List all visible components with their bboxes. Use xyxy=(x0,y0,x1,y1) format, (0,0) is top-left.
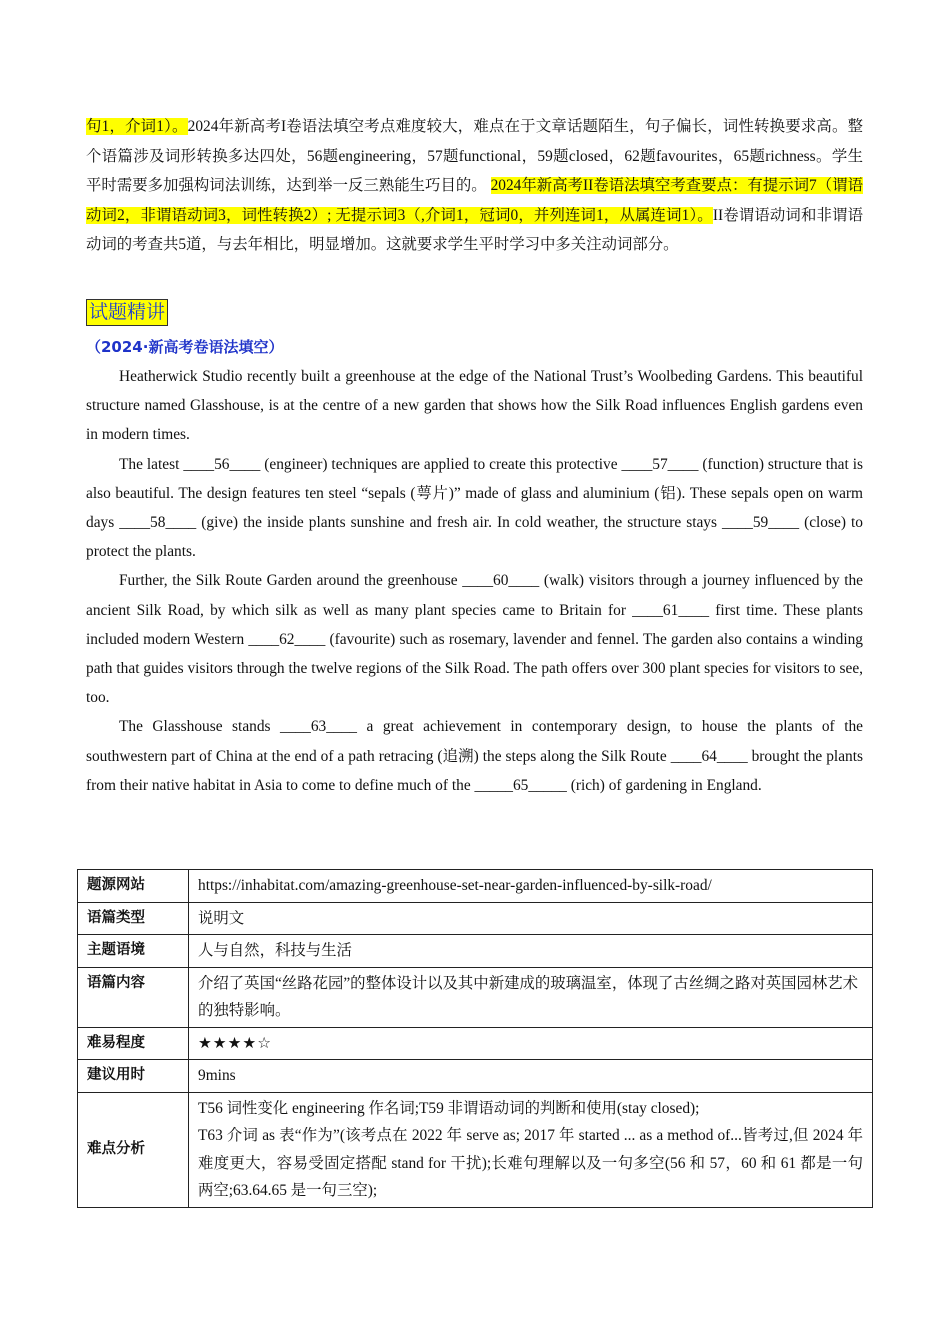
intro-highlight-mid: 2024年新高考II卷语法填空考查要点：有提示词7（谓语动词2，非谓语动词3，词性转换2）; 无提示词3（,介词1，冠词0，并列连词1，从属连词1）。 xyxy=(86,177,863,224)
table-value-theme: 人与自然，科技与生活 xyxy=(189,935,873,968)
table-value-source: https://inhabitat.com/amazing-greenhouse-set-near-garden-influenced-by-silk-road/ xyxy=(189,870,873,903)
table-value-genre: 说明文 xyxy=(189,902,873,935)
table-row xyxy=(78,967,873,1027)
table-key-theme: 主题语境 xyxy=(78,935,189,968)
table-key-content: 语篇内容 xyxy=(78,967,189,1027)
passage-paragraph-4: The Glasshouse stands ____63____ a great achievement in contemporary design, to house the plants of the southwestern part of China at the end of a path retracing (追溯) the steps along the Silk Route ____64____ brought the plants from their native habitat in Asia to come to define much of the _____65_____ (rich) of gardening in England. xyxy=(86,718,863,794)
table-row xyxy=(78,902,873,935)
table-value-analysis xyxy=(189,1092,873,1207)
source-label: （2024·新高考卷语法填空） xyxy=(86,337,284,356)
passage xyxy=(86,362,863,800)
intro-text-2: II卷谓语动词和非谓语动词的考查共5道，与去年相比，明显增加。这就要求学生平时学习中多关注动词部分。 xyxy=(86,206,863,254)
table-key-genre: 语篇类型 xyxy=(78,902,189,935)
table-row xyxy=(78,935,873,968)
table-row xyxy=(78,1027,873,1060)
page-content xyxy=(86,112,863,800)
difficulty-stars: ★★★★☆ xyxy=(189,1027,873,1060)
table-key-analysis: 难点分析 xyxy=(78,1092,189,1207)
passage-paragraph-1: Heatherwick Studio recently built a greenhouse at the edge of the National Trust’s Woolbeding Gardens. This beautiful structure named Glasshouse, is at the centre of a new garden that shows how the Silk Road influences English gardens even in modern times. xyxy=(86,367,863,444)
table-value-time: 9mins xyxy=(189,1060,873,1093)
table-key-time: 建议用时 xyxy=(78,1060,189,1093)
table-row xyxy=(78,870,873,903)
passage-paragraph-2: The latest ____56____ (engineer) techniques are applied to create this protective ____57____ (function) structure that is also beautiful. The design features ten steel “sepals (萼片)” made of glass and aluminium (铝). These sepals open on warm days ____58____ (give) the inside plants sunshine and fresh air. In cold weather, the structure stays ____59____ (close) to protect the plants. xyxy=(86,455,863,561)
analysis-line-2: T63 介词 as 表“作为”(该考点在 2022 年 serve as; 2017 年 started ... as a method of...皆考过,但 2024 年难度更大，容易受固定搭配 stand for 干扰);长难句理解以及一句多空(56 和 57，60 和 61 都是一句两空;63.64.65 是一句三空); xyxy=(198,1127,863,1199)
table-row xyxy=(78,1060,873,1093)
analysis-line-1: T56 词性变化 engineering 作名词;T59 非谓语动词的判断和使用(stay closed); xyxy=(198,1099,700,1117)
section-title: 试题精讲 xyxy=(86,299,168,326)
intro-text-1: 2024年新高考I卷语法填空考点难度较大，难点在于文章话题陌生，句子偏长，词性转换要求高。整个语篇涉及词形转换多达四处，56题engineering，57题functional，59题closed，62题favourites，65题richness。学生平时需要多加强构词法训练，达到举一反三熟能生巧目的。 xyxy=(86,118,863,195)
table-value-content: 介绍了英国“丝路花园”的整体设计以及其中新建成的玻璃温室，体现了古丝绸之路对英国园林艺术的独特影响。 xyxy=(189,967,873,1027)
table-row xyxy=(78,1092,873,1207)
intro-paragraph xyxy=(86,112,863,260)
table-key-source: 题源网站 xyxy=(78,870,189,903)
info-table xyxy=(77,869,873,1208)
intro-highlight-start: 句1，介词1）。 xyxy=(86,118,188,135)
passage-paragraph-3: Further, the Silk Route Garden around the greenhouse ____60____ (walk) visitors through a journey influenced by the ancient Silk Road, by which silk as well as many plant species came to Britain for ____61____ first time. These plants included modern Western ____62____ (favourite) such as rosemary, lavender and fennel. The garden also contains a winding path that guides visitors through the twelve regions of the Silk Road. The path offers over 300 plant species for visitors to see, too. xyxy=(86,572,863,707)
table-key-difficulty: 难易程度 xyxy=(78,1027,189,1060)
